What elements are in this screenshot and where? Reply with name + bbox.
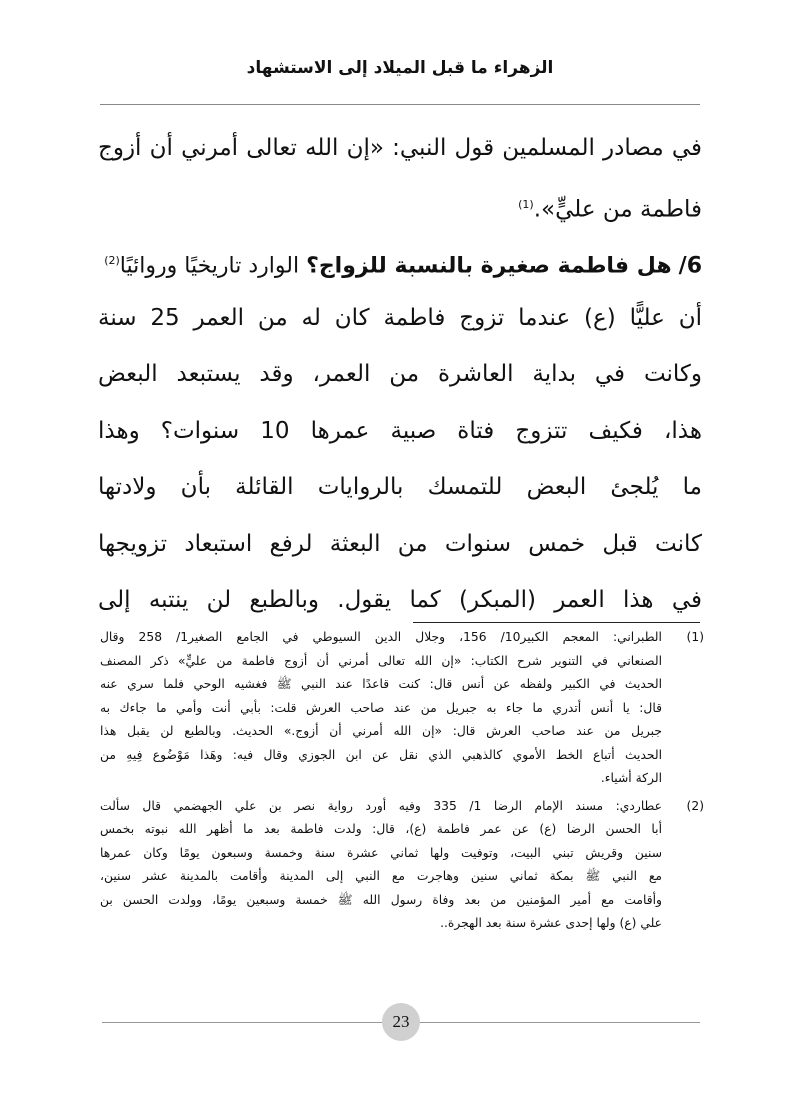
heading-bold: هل فاطمة صغيرة بالنسبة للزواج؟ <box>306 253 672 279</box>
body-line: هذا، فكيف تتزوج فتاة صبية عمرها 10 سنوات؟ وهذا <box>98 417 702 444</box>
footer-rule-right <box>418 1022 700 1023</box>
body-line: ما يُلجئ البعض للتمسك بالروايات القائلة بأن ولادتها <box>98 474 702 500</box>
footnote-line: الحديث أتباع الخط الأموي كالذهبي الذي نقل عن ابن الجوزي وقال فيه: وهَذا مَوْضُوع فِيهِ من <box>100 747 662 762</box>
footer-rule-left <box>102 1022 384 1023</box>
footnote-line: الحديث في الكبير ولفظه عن أنس قال: كنت قاعدًا عند النبي ﷺ فغشيه الوحي فلما سري عنه <box>100 677 662 691</box>
body-line: في مصادر المسلمين قول النبي: «إن الله تعالى أمرني أن أزوج <box>98 135 702 161</box>
body-line: كانت قبل خمس سنوات من البعثة لرفع استبعاد تزويجها <box>98 530 702 557</box>
body-line: فاطمة من عليٍّ».$^{(1)}$ <box>518 196 702 223</box>
footnote-line: وأقامت مع أمير المؤمنين من بعد وفاة رسول الله ﷺ خمسة وسبعين يومًا، وولدت الحسن بن <box>100 892 662 907</box>
heading-number: 6/ <box>678 253 702 279</box>
footnote-line: سنين وقريش تبني البيت، وتوفيت ولها ثماني عشرة سنة وخمسة وسبعون يومًا وكان عمرها <box>100 845 662 860</box>
footnote-1 <box>100 626 704 791</box>
section-heading <box>98 239 702 296</box>
footnote-number: (2) <box>686 798 704 813</box>
page-number: 23 <box>382 1003 420 1041</box>
footnote-number: (1) <box>686 630 704 644</box>
footnote-line: الركة أشياء. <box>600 771 662 785</box>
body-line: وكانت في بداية العاشرة من العمر، وقد يستبعد البعض <box>98 361 702 387</box>
footnote-line: مع النبي ﷺ بمكة ثماني سنين وهاجرت مع النبي إلى المدينة وأقامت بالمدينة عشر سنين، <box>100 869 662 883</box>
footnotes <box>100 626 704 940</box>
body-line: في هذا العمر (المبكر) كما يقول. وبالطبع لن ينتبه إلى <box>98 587 702 613</box>
body-line: أن عليًّا (ع) عندما تزوج فاطمة كان له من العمر 25 سنة <box>98 304 702 331</box>
footnote-separator <box>413 622 700 623</box>
footnote-line: علي (ع) ولها إحدى عشرة سنة بعد الهجرة.. <box>440 916 662 930</box>
body-text <box>98 126 702 635</box>
footnote-ref[interactable]: (1) <box>518 197 534 211</box>
footnote-line: عطاردي: مسند الإمام الرضا 1/ 335 وفيه أورد رواية نصر بن علي الجهضمي قال سألت <box>100 798 662 813</box>
header-divider <box>100 104 700 105</box>
footnote-2 <box>100 795 704 936</box>
footnote-line: أبا الحسن الرضا (ع) عن عمر فاطمة (ع)، قال: ولدت فاطمة بعد ما أظهر الله نبوته بخمس <box>100 822 662 836</box>
heading-rest: الوارد تاريخيًا وروائيًا <box>119 253 307 279</box>
footnote-ref[interactable]: (2) <box>104 254 120 267</box>
footnote-line: قال: يا أنس أتدري ما جاء به جبريل من عند صاحب العرش قلت: بأبي أنت وأمي ما جاءك به <box>100 700 662 715</box>
footnote-line: جبريل من عند صاحب العرش قال: «إن الله أمرني أن أزوج.» الحديث. وبالطبع لن يقبل هذا <box>100 724 662 738</box>
footnote-line: الطبراني: المعجم الكبير10/ 156، وجلال الدين السيوطي في الجامع الصغير1/ 258 وقال <box>100 630 662 644</box>
footnote-line: الصنعاني في التنوير شرح الكتاب: «إن الله تعالى أمرني أن أزوج فاطمة من عليٍّ» ذكر المصنف <box>100 653 662 668</box>
running-header-title: الزهراء ما قبل الميلاد إلى الاستشهاد <box>246 58 554 78</box>
